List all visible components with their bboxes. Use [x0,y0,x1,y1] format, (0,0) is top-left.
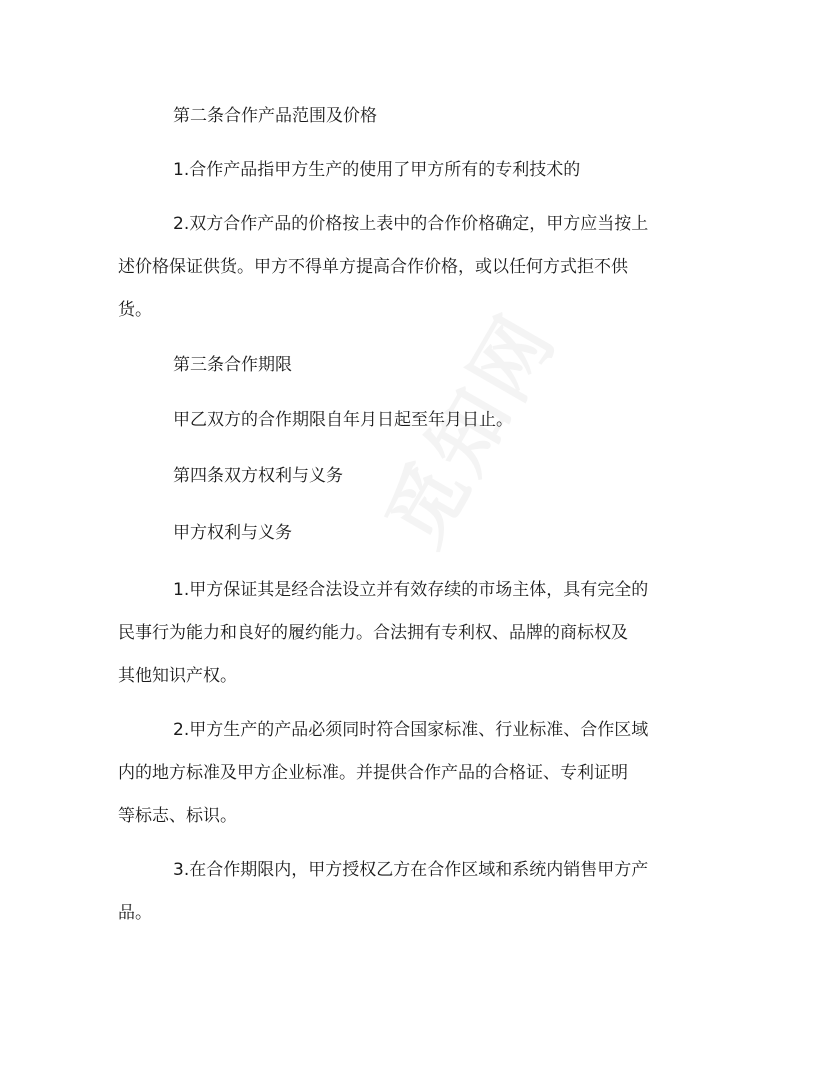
paragraph-5-line-1: 2.甲方生产的产品必须同时符合国家标准、行业标准、合作区域 [173,720,649,740]
paragraph-4-line-1: 1.甲方保证其是经合法设立并有效存续的市场主体，具有完全的 [173,580,649,600]
article-4-heading: 第四条双方权利与义务 [173,466,343,486]
paragraph-1: 1.合作产品指甲方生产的使用了甲方所有的专利技术的 [173,160,581,180]
paragraph-5-line-2: 内的地方标准及甲方企业标准。并提供合作产品的合格证、专利证明 [118,763,628,783]
paragraph-2-line-3: 货。 [118,300,152,320]
paragraph-2-line-1: 2.双方合作产品的价格按上表中的合作价格确定，甲方应当按上 [173,214,649,234]
paragraph-4-line-3: 其他知识产权。 [118,666,237,686]
paragraph-6-line-2: 品。 [118,903,152,923]
paragraph-5-line-3: 等标志、标识。 [118,806,237,826]
paragraph-2-line-2: 述价格保证供货。甲方不得单方提高合作价格，或以任何方式拒不供 [118,257,628,277]
party-a-subheading: 甲方权利与义务 [173,523,292,543]
article-3-heading: 第三条合作期限 [173,355,292,375]
paragraph-3: 甲乙双方的合作期限自年月日起至年月日止。 [173,410,513,430]
paragraph-6-line-1: 3.在合作期限内，甲方授权乙方在合作区域和系统内销售甲方产 [173,860,649,880]
article-2-heading: 第二条合作产品范围及价格 [173,106,377,126]
paragraph-4-line-2: 民事行为能力和良好的履约能力。合法拥有专利权、品牌的商标权及 [118,623,628,643]
